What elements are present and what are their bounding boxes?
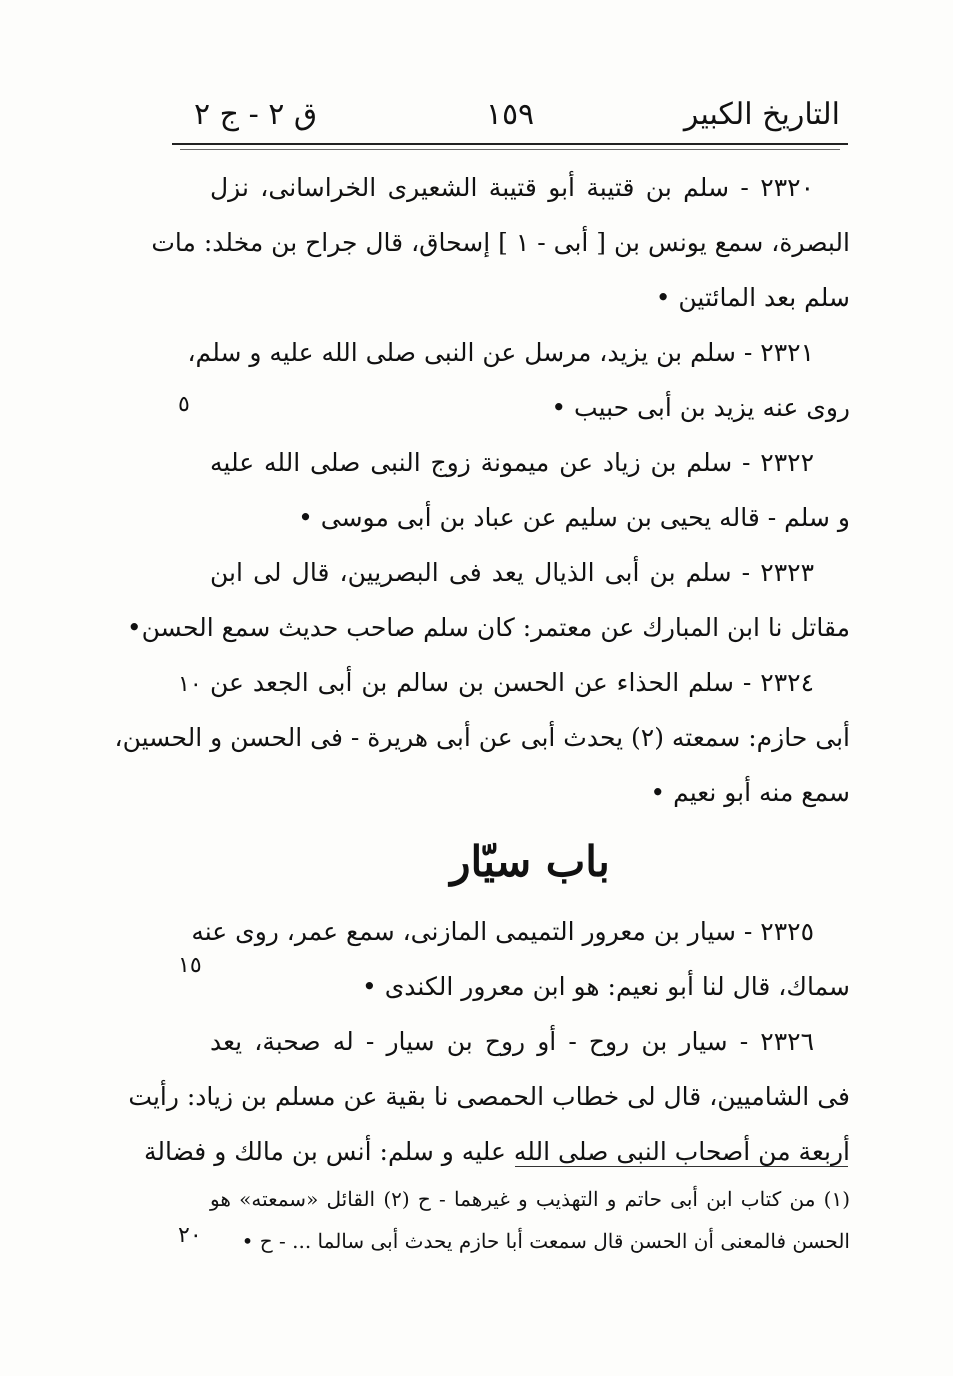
text-line: أبى حازم: سمعته (٢) يحدث أبى عن أبى هريرة - فى الحسن و الحسين، <box>114 723 850 752</box>
text-line: ٢٣٢٢ - سلم بن زياد عن ميمونة زوج النبى صلى الله عليه <box>210 448 814 477</box>
line-number: ١٠ <box>178 672 202 697</box>
text-line: روى عنه يزيد بن أبى حبيب • <box>551 393 850 422</box>
line-number: ١٥ <box>178 953 202 978</box>
section-heading: باب سيّار <box>450 837 610 886</box>
footnote-line: (١) من كتاب ابن أبى حاتم و التهذيب و غيرهما - ح (٢) القائل «سمعته» هو <box>210 1187 850 1211</box>
text-line: ٢٣٢١ - سلم بن يزيد، مرسل عن النبى صلى الله عليه و سلم، <box>187 338 814 367</box>
line-number: ٢٠ <box>178 1223 202 1248</box>
footnotes <box>210 1178 850 1262</box>
header-rule-thin <box>180 149 840 150</box>
line-number: ٥ <box>178 392 190 417</box>
running-header <box>172 92 848 138</box>
footnote-line: الحسن فالمعنى أن الحسن قال سمعت أبا حازم يحدث أبى سالما ... - ح • <box>241 1229 850 1253</box>
text-line: ٢٣٢٣ - سلم بن أبى الذيال يعد فى البصريين، قال لى ابن <box>210 558 814 587</box>
text-line: ٢٣٢٠ - سلم بن قتيبة أبو قتيبة الشعيرى الخراسانى، نزل <box>210 173 814 202</box>
page-number: ١٥٩ <box>485 97 535 132</box>
text-line: سلم بعد المائتين • <box>655 283 850 312</box>
header-rule <box>172 143 848 145</box>
volume-reference: ق ٢ - ج ٢ <box>194 97 318 132</box>
text-line: ٢٣٢٤ - سلم الحذاء عن الحسن بن سالم بن أبى الجعد عن <box>210 668 814 697</box>
text-line: و سلم - قاله يحيى بن سليم عن عباد بن أبى موسى • <box>298 503 850 532</box>
footnote-rule <box>515 1166 848 1167</box>
text-line: ٢٣٢٦ - سيار بن روح - أو روح بن سيار - له صحبة، يعد <box>210 1027 814 1056</box>
text-line: ٢٣٢٥ - سيار بن معرور التميمى المازنى، سمع عمر، روى عنه <box>191 917 814 946</box>
text-line: مقاتل نا ابن المبارك عن معتمر: كان سلم صاحب حديث سمع الحسن• <box>126 613 850 642</box>
text-line: سماك، قال لنا أبو نعيم: هو ابن معرور الكندى • <box>362 972 850 1001</box>
text-line: سمع منه أبو نعيم • <box>650 778 850 807</box>
text-line: أربعة من أصحاب النبى صلى الله عليه و سلم: أنس بن مالك و فضالة <box>143 1137 850 1166</box>
text-line: فى الشاميين، قال لى خطاب الحمصى نا بقية عن مسلم بن زياد: رأيت <box>128 1082 850 1111</box>
book-title: التاريخ الكبير <box>683 97 840 132</box>
text-line: البصرة، سمع يونس بن [ أبى - ١ ] إسحاق، قال جراح بن مخلد: مات <box>151 228 850 257</box>
